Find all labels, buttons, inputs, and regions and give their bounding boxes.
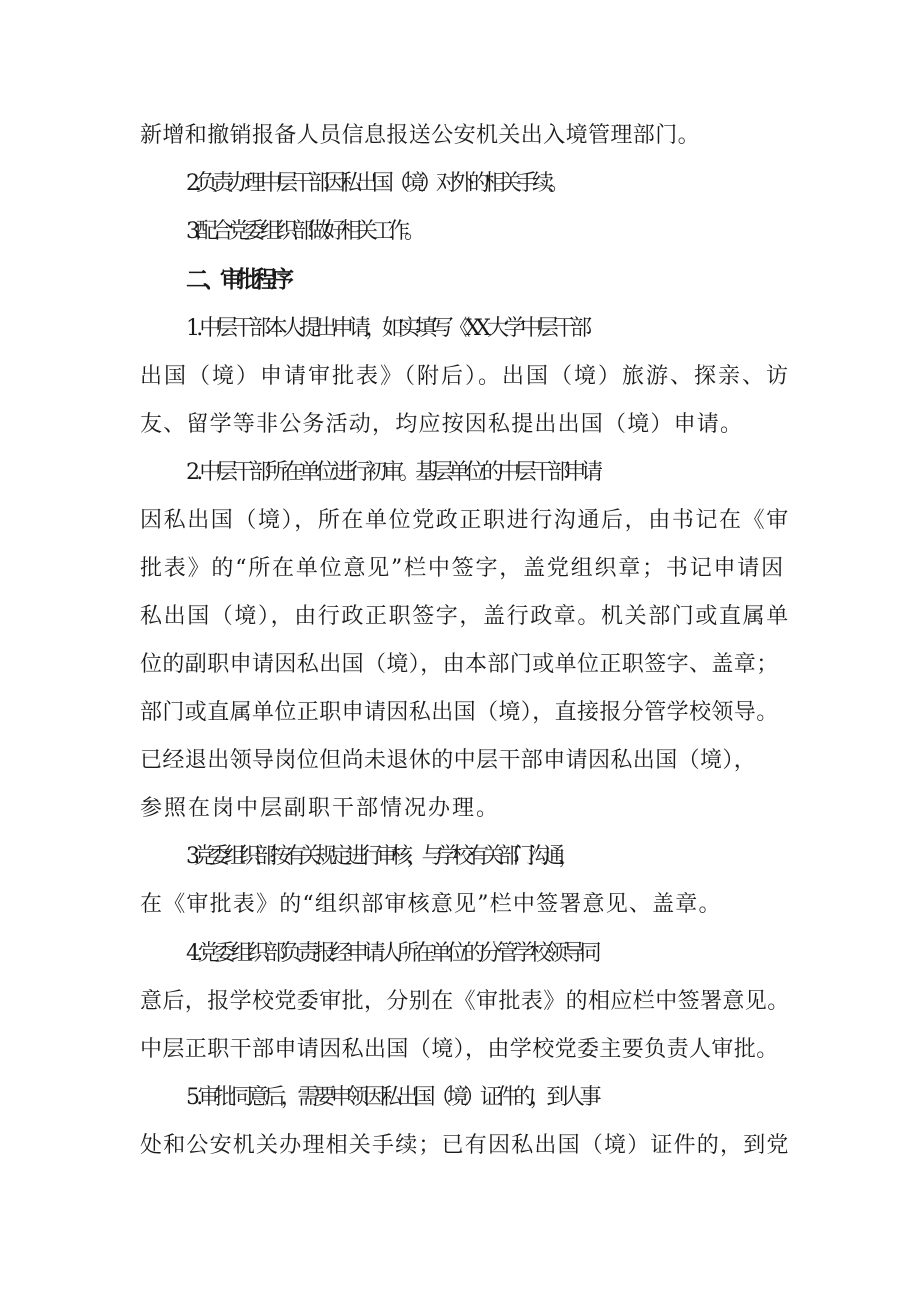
- section-heading: 二、审批程序: [186, 267, 288, 293]
- paragraph-line: 出国（境）申请审批表》（附后）。出国（境）旅游、探亲、访: [140, 364, 791, 389]
- paragraph-line: 新增和撤销报备人员信息报送公安机关出入境管理部门。: [140, 123, 701, 148]
- paragraph-line: 3 .配合党委组织部做好相关工作。: [186, 219, 420, 244]
- paragraph-line: 2 .负责办理中层干部因私出国（境）对外的相关手续。: [186, 171, 564, 196]
- paragraph-line: 批表》的“所在单位意见”栏中签字，盖党组织章；书记申请因: [140, 556, 785, 581]
- paragraph-line: 4 .党委组织部负责报经申请人所在单位的分管学校领导同: [186, 941, 597, 966]
- paragraph-line: 位的副职申请因私出国（境），由本部门或单位正职签字、盖章；: [140, 652, 779, 677]
- paragraph-line: 2 . 中层干部所在单位进行初审。基层单位的中层干部申请: [186, 460, 598, 485]
- paragraph-line: 1 . 中层干部本人提出申请，如实填写《XX 大学中层干部: [186, 316, 587, 341]
- paragraph-line: 在《审批表》的“组织部审核意见”栏中签署意见、盖章。: [140, 892, 722, 917]
- paragraph-line: 意后，报学校党委审批，分别在《审批表》的相应栏中签署意见。: [140, 989, 790, 1014]
- paragraph-line: 处和公安机关办理相关手续；已有因私出国（境）证件的，到党: [140, 1133, 790, 1158]
- paragraph-line: 中层正职干部申请因私出国（境），由学校党委主要负责人审批。: [140, 1037, 779, 1062]
- paragraph-line: 私出国（境），由行政正职签字，盖行政章。机关部门或直属单: [140, 604, 790, 629]
- paragraph-line: 参照在岗中层副职干部情况办理。: [140, 796, 501, 821]
- paragraph-line: 已经退出领导岗位但尚未退休的中层干部申请因私出国（境），: [140, 748, 757, 773]
- paragraph-line: 因私出国（境），所在单位党政正职进行沟通后，由书记在《审: [140, 508, 790, 533]
- paragraph-line: 3 .党委组织部按有关规定进行审核，与学校有关部门沟通，: [186, 844, 574, 869]
- paragraph-line: 部门或直属单位正职申请因私出国（境），直接报分管学校领导。: [140, 700, 779, 725]
- paragraph-line: 5 .审批同意后，需要申领因私出国（境）证件的，到人事: [186, 1085, 597, 1110]
- paragraph-line: 友、留学等非公务活动，均应按因私提出出国（境）申请。: [140, 412, 744, 437]
